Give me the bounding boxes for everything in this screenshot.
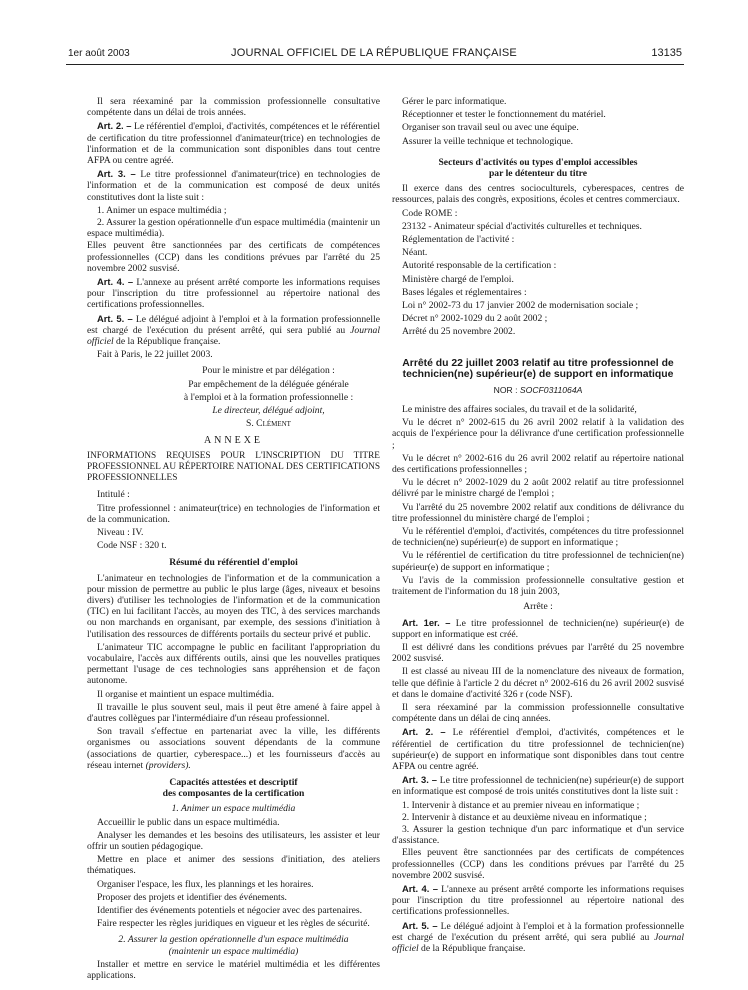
header-date: 1er août 2003	[68, 48, 130, 59]
paragraph: L'animateur en technologies de l'information et de la communication a pour mission de permettre au public le plus large (âges, niveaux et besoins divers) d'utiliser les technologies de l'information et de la communication (TIC) en lui facilitant l'accès, au moyen des TIC, à des services marchands ou non marchands en organisant, par exemple, des sessions d'initiation à l'utilisation des ressources de différents portails du secteur privé et public.	[87, 572, 380, 640]
capacites-heading: des composantes de la certification	[162, 788, 305, 800]
article-3: Art. 3. – Le titre professionnel d'animateur(trice) en technologies de l'information et de la communication est composé de deux unités constitutives dont la liste suit :	[87, 168, 380, 203]
arrete-label: Arrête :	[523, 601, 553, 613]
unit-1: 1. Animer un espace multimédia ;	[97, 204, 227, 216]
capacity-item: Proposer des projets et identifier des événements.	[97, 891, 287, 903]
paragraph: Il est délivré dans les conditions prévues par l'arrêté du 25 novembre 2002 susvisé.	[392, 641, 684, 665]
capacity-item: Réceptionner et tester le fonctionnement du matériel.	[402, 109, 606, 121]
fait-a-paris: Fait à Paris, le 22 juillet 2003.	[97, 349, 213, 361]
reglementation-value: Néant.	[402, 247, 428, 259]
visa: Vu l'arrêté du 25 novembre 2002 relatif aux conditions de délivrance du titre professionnel du ministère chargé de l'emploi ;	[392, 501, 684, 524]
visa: Vu le référentiel d'emploi, d'activités, compétences du titre professionnel de technicien(ne) supérieur(e) de support en informatique ;	[392, 526, 684, 549]
signature-line: à l'emploi et à la formation professionnelle :	[183, 391, 354, 403]
paragraph: Son travail s'effectue en partenariat avec la ville, les différents organismes ou associations souvent dépendants de la commune (associations de quartier, cyberespace...) et les fournisseurs d'accès au réseau internet (providers).	[87, 726, 380, 771]
subheading-2: (maintenir un espace multimédia)	[168, 945, 299, 957]
capacites-heading: Capacités attestées et descriptif	[169, 776, 298, 788]
article-4: Art. 4. – L'annexe au présent arrêté comporte les informations requises pour l'inscription du titre professionnel au répertoire national des certifications professionnelles.	[87, 276, 380, 311]
capacity-item: Assurer la veille technique et technologique.	[402, 135, 574, 147]
capacity-item: Installer et mettre en service le matériel multimédia et les différentes applications.	[87, 958, 380, 982]
capacity-item: Faire respecter les règles juridiques en vigueur et les règles de sécurité.	[97, 918, 370, 930]
paragraph: Il travaille le plus souvent seul, mais il peut être amené à faire appel à d'autres collègues par l'intermédiaire d'un réseau professionnel.	[87, 701, 380, 724]
capacity-item: Accueillir le public dans un espace multimédia.	[97, 816, 280, 828]
visa: Vu le référentiel de certification du titre professionnel de technicien(ne) supérieur(e) de support en informatique ;	[392, 550, 684, 573]
paragraph: Il organise et maintient un espace multimédia.	[97, 688, 274, 700]
capacity-item: Gérer le parc informatique.	[402, 96, 507, 107]
resume-heading: Résumé du référentiel d'emploi	[169, 557, 298, 569]
capacity-item: Mettre en place et animer des sessions d'initiation, des ateliers thématiques.	[87, 854, 380, 877]
capacity-item: Organiser son travail seul ou avec une équipe.	[402, 122, 579, 134]
article-3: Art. 3. – Le titre professionnel de technicien(ne) supérieur(e) de support en informatique est composé de trois unités constitutives dont la liste suit :	[392, 774, 684, 798]
paragraph: Il sera réexaminé par la commission professionnelle consultative compétente dans un délai de cinq années.	[392, 701, 684, 725]
niveau: Niveau : IV.	[97, 526, 144, 538]
intitule-label: Intitulé :	[97, 489, 130, 501]
page-number: 13135	[651, 47, 682, 59]
secteurs-heading: Secteurs d'activités ou types d'emploi accessibles	[438, 156, 638, 168]
unit-1: 1. Intervenir à distance et au premier niveau en informatique ;	[402, 799, 640, 811]
signatory-name: S. Clément	[246, 418, 291, 430]
visa: Vu le décret n° 2002-1029 du 2 août 2002 relatif au titre professionnel délivré par le ministre chargé de l'emploi ;	[392, 477, 684, 500]
bases-label: Bases légales et réglementaires :	[402, 286, 527, 298]
annex-heading: ANNEXE	[203, 435, 264, 447]
visa: Vu le décret n° 2002-616 du 26 avril 2002 relatif au répertoire national des certifications professionnelles ;	[392, 452, 684, 476]
unit-2: 2. Assurer la gestion opérationnelle d'un espace multimédia (maintenir un espace multimédia).	[87, 217, 380, 240]
nor-reference: NOR : SOCF0311064A	[493, 384, 583, 395]
header-title: JOURNAL OFFICIEL DE LA RÉPUBLIQUE FRANÇAISE	[231, 47, 517, 59]
subheading-1: 1. Animer un espace multimédia	[171, 803, 296, 815]
capacity-item: Analyser les demandes et les besoins des utilisateurs, les assister et leur offrir un soutien pédagogique.	[87, 829, 380, 852]
paragraph: Il est classé au niveau III de la nomenclature des niveaux de formation, telle que définie à l'article 2 du décret n° 2002-616 du 26 avril 2002 susvisé et dans le domaine d'activité 326 r (code NSF).	[392, 666, 684, 700]
paragraph: L'animateur TIC accompagne le public en facilitant l'appropriation du vocabulaire, l'accès aux différents outils, ainsi que les nouvelles pratiques permettant l'usage de ces technologies sans appréhension et de façon autonome.	[87, 641, 380, 687]
signature-line: Le directeur, délégué adjoint,	[212, 405, 325, 417]
autorite-label: Autorité responsable de la certification :	[402, 260, 557, 272]
visa: Vu le décret n° 2002-615 du 26 avril 2002 relatif à la validation des acquis de l'expérience pour la délivrance d'une certification professionnelle ;	[392, 417, 684, 451]
capacity-item: Identifier des événements potentiels et négocier avec des partenaires.	[97, 905, 363, 916]
article-1: Art. 1er. – Le titre professionnel de technicien(ne) supérieur(e) de support en informatique est créé.	[392, 616, 684, 640]
article-2: Art. 2. – Le référentiel d'emploi, d'activités, compétences et le référentiel de certification du titre professionnel d'animateur(trice) en technologies de l'information et de la communication sont disponibles dans tout centre AFPA ou centre agréé.	[87, 120, 380, 167]
code-rome-value: 23132 - Animateur spécial d'activités culturelles et techniques.	[402, 220, 642, 232]
reglementation-label: Réglementation de l'activité :	[402, 234, 515, 246]
info-title: INFORMATIONS REQUISES POUR L'INSCRIPTION DU TITRE PROFESSIONNEL AU RÉPERTOIRE NATIONAL DES CERTIFICATIONS PROFESSIONNELLES	[87, 450, 380, 484]
secteurs-heading: par le détenteur du titre	[488, 168, 588, 180]
right-column	[392, 96, 684, 956]
article-5: Art. 5. – Le délégué adjoint à l'emploi et à la formation professionnelle est chargé de l'exécution du présent arrêté, qui sera publié au Journal officiel de la République française.	[392, 919, 684, 954]
paragraph: Il exerce dans des centres socioculturels, cyberespaces, centres de ressources, palais des congrès, expositions, écoles et centres commerciaux.	[392, 183, 684, 206]
bases-item: Loi n° 2002-73 du 17 janvier 2002 de modernisation sociale ;	[402, 300, 639, 312]
signature-line: Pour le ministre et par délégation :	[202, 365, 335, 377]
left-column	[87, 96, 380, 983]
header-rule	[66, 64, 684, 65]
autorite-value: Ministère chargé de l'emploi.	[402, 273, 514, 285]
article-5: Art. 5. – Le délégué adjoint à l'emploi et à la formation professionnelle est chargé de l'exécution du présent arrêté, qui sera publié au Journal officiel de la République française.	[87, 312, 380, 348]
unit-3: 3. Assurer la gestion technique d'un parc informatique et d'un service d'assistance.	[392, 823, 684, 847]
paragraph-ccp: Elles peuvent être sanctionnées par des certificats de compétences professionnelles (CCP) dans les conditions prévues par l'arrêté du 25 novembre 2002 susvisé.	[392, 847, 684, 881]
paragraph: Le ministre des affaires sociales, du travail et de la solidarité,	[402, 404, 637, 416]
signature-line: Par empêchement de la déléguée générale	[188, 378, 349, 390]
subheading-2: 2. Assurer la gestion opérationnelle d'un espace multimédia	[118, 934, 349, 946]
capacity-item: Organiser l'espace, les flux, les plannings et les horaires.	[97, 878, 314, 890]
bases-item: Arrêté du 25 novembre 2002.	[402, 326, 516, 338]
paragraph: Il sera réexaminé par la commission professionnelle consultative compétente dans un délai de trois années.	[87, 96, 380, 119]
code-rome-label: Code ROME :	[402, 207, 458, 219]
paragraph-ccp: Elles peuvent être sanctionnées par des certificats de compétences professionnelles (CCP) dans les conditions prévues par l'arrêté du 25 novembre 2002 susvisé.	[87, 240, 380, 274]
unit-2: 2. Intervenir à distance et au deuxième niveau en informatique ;	[402, 811, 647, 823]
article-2: Art. 2. – Le référentiel d'emploi, d'activités, compétences et le référentiel de certification du titre professionnel de technicien(ne) supérieur(e) de support en informatique sont disponibles dans tout centre AFPA ou centre agréé.	[392, 726, 685, 772]
visa: Vu l'avis de la commission professionnelle consultative gestion et traitement de l'information du 18 juin 2003,	[392, 574, 684, 598]
code-nsf: Code NSF : 320 t.	[97, 540, 167, 552]
article-4: Art. 4. – L'annexe au présent arrêté comporte les informations requises pour l'inscription du titre professionnel au répertoire national des certifications professionnelles.	[392, 882, 684, 918]
bases-item: Décret n° 2002-1029 du 2 août 2002 ;	[402, 313, 548, 325]
arrete-title: Arrêté du 22 juillet 2003 relatif au titre professionnel de technicien(ne) supérieur(e) de support en informatique	[402, 357, 674, 381]
titre-professionnel: Titre professionnel : animateur(trice) en technologies de l'information et de la communication.	[87, 502, 380, 525]
